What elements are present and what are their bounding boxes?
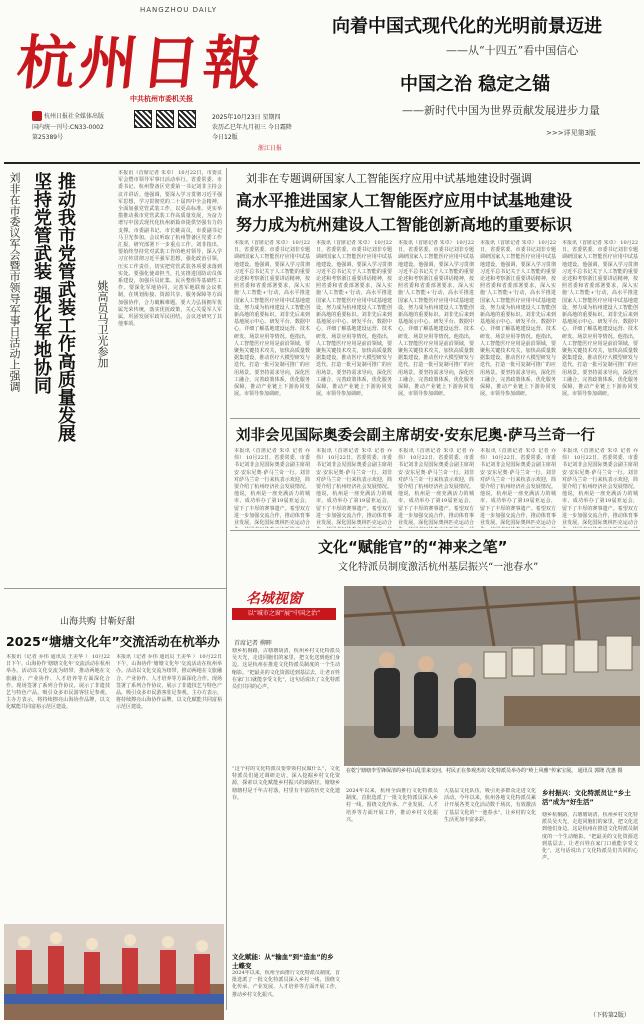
ioc-body-col-5: 本报讯（首席记者 朱卓 记者 乔伟） 10月22日，省委常委、市委书记刘非会见国际奥委会副主席胡安·安东尼奥·萨马兰奇一行。刘非对萨马兰奇一行来杭表示欢迎，简要介绍了杭州经济社会发展情况。他说，杭州是一座充满活力的城市，成功举办了第19届亚运会，留下了丰厚的赛事遗产。希望双方进一步加强交流合作，推动体育事业发展，深化国际奥林匹克运动合: [562, 448, 638, 527]
brand-mark: [32, 111, 42, 121]
culture-headline[interactable]: 文化“赋能官”的“神来之笔”: [318, 538, 508, 556]
banner-subhead-2: ——新时代中国为世界贡献发展进步力量: [402, 104, 600, 117]
feature-body-col-1: 本报讯（记者 乔伟 通讯员 王美华 ） 10月22日下午，山海协作‘塘塘文化年’交流活动在杭州举办。活动以文化交流为纽带，推动两地在文旅融合、产业协作、人才培养等方面深化合作。现场签署了系列合作协议，展示了非遗技艺与特色产品，吸引众多市民游客驻足参观。主办方表示，将持续擦亮山海协作品牌，以文化赋能共同富裕示范区建设。: [6, 654, 110, 711]
culture-photo-image: [344, 586, 640, 766]
left-story: [0, 168, 224, 586]
dance-photo-image: [4, 924, 224, 1020]
banner-headline-2[interactable]: 中国之治 稳定之锚: [400, 74, 551, 95]
culture-body-1: 塘乡杭桐路，古塘塘胡清，杭州乡村文化特派员吴天光，走进同胞们的家里，把文化送到他们身边。这是杭州在推进文化特派员制度的一个生动缩影。“把最美的文化资源送到基层去，让老百姓在家门口就能享受文化”，这句话说出了文化特派员们共同的心声。: [232, 648, 340, 691]
banner-box: [326, 4, 640, 146]
date-line: 2025年10月23日 星期四: [212, 114, 281, 121]
ai-body-col-4: 本报讯（首席记者 朱卓） 10月22日，省委常委、市委书记刘非专题调研国家人工智能医疗应用中试基地建设。他强调，要深入学习贯彻习近平总书记关于人工智能的重要论述和考察浙江重要讲话精神，按照省委和省委部署要求，深入实施‘人工智能+’行动，高水平推进国家人工智能医疗应用中试基地建设，努力成为杭州建设人工智能创新高地的重要标识。刘非先后来到基地展示中心、研发平台、数据中心，详细了解基地建设运营、技术研发、场景应用等情况。他指出，人工智能医疗应用是前沿领域，要聚焦关键技术攻关，加快高质量数据集建设，推动医疗大模型研发与迭代，打造一批可复制可推广的应用场景。要坚持需求导向，深化医工融合，完善政策体系，优化服务保障，推动产业链上下游协同发展。市领导参加调研。: [480, 240, 556, 398]
ioc-divider: [230, 530, 640, 531]
banner-subhead-1: ——从“十四五”看中国信心: [446, 44, 579, 57]
left-upper-divider: [4, 588, 226, 589]
ai-body-col-1: 本报讯（首席记者 朱卓） 10月22日，省委常委、市委书记刘非专题调研国家人工智能医疗应用中试基地建设。他强调，要深入学习贯彻习近平总书记关于人工智能的重要论述和考察浙江重要讲话精神，按照省委和省委部署要求，深入实施‘人工智能+’行动，高水平推进国家人工智能医疗应用中试基地建设，努力成为杭州建设人工智能创新高地的重要标识。刘非先后来到基地展示中心、研发平台、数据中心，详细了解基地建设运营、技术研发、场景应用等情况。他指出，人工智能医疗应用是前沿领域，要聚焦关键技术攻关，加快高质量数据集建设，推动医疗大模型研发与迭代，打造一批可复制可推广的应用场景。要坚持需求导向，深化医工融合，完善政策体系，优化服务保障，推动产业链上下游协同发展。市领导参加调研。: [234, 240, 310, 398]
ioc-body-col-4: 本报讯（首席记者 朱卓 记者 乔伟） 10月22日，省委常委、市委书记刘非会见国际奥委会副主席胡安·安东尼奥·萨马兰奇一行。刘非对萨马兰奇一行来杭表示欢迎，简要介绍了杭州经济社会发展情况。他说，杭州是一座充满活力的城市，成功举办了第19届亚运会，留下了丰厚的赛事遗产。希望双方进一步加强交流合作，推动体育事业发展，深化国际奥林匹克运动合: [480, 448, 556, 527]
ai-headline-1[interactable]: 高水平推进国家人工智能医疗应用中试基地建设: [236, 191, 573, 210]
culture-photo: [344, 586, 640, 766]
qr-code-2[interactable]: [156, 110, 174, 128]
masthead: [0, 0, 322, 165]
ioc-headline[interactable]: 刘非会见国际奥委会副主席胡安·安东尼奥·萨马兰奇一行: [236, 428, 596, 444]
banner-headline-1[interactable]: 向着中国式现代化的光明前景迈进: [332, 16, 602, 37]
qr-code-3[interactable]: [178, 110, 196, 128]
lunar-line: 农历乙巳年九月初三 今日霜降: [212, 124, 292, 131]
headline-vertical-1[interactable]: 推动我市党管武装工作高质量发展: [55, 172, 76, 442]
feature-story: [0, 588, 226, 878]
ioc-story: [230, 420, 640, 530]
culture-subhead-mid: 文化赋能：从“输血”到“造血”的乡土蝶变: [232, 953, 334, 970]
qr-code-1[interactable]: [134, 110, 152, 128]
english-name: HANGZHOU DAILY: [140, 6, 217, 14]
headline-vertical-2[interactable]: 坚持党管武装 强化军地协同: [31, 172, 52, 395]
culture-subhead-right: 乡村振兴：文化特派员让“乡土活”成为“好生活”: [542, 789, 631, 806]
culture-body-2: “这个村的文化特派员要带领村民做什么”，文化特派员们通过调研走访，深入挖掘乡村文化资源，探索以文化赋能乡村振兴的新路径。塘塘乡塘塘村是千年古村落，村里有丰富的历史文化遗存。: [232, 766, 340, 801]
column-logo: 名城视窗: [246, 591, 302, 607]
feature-body-col-2: 本报讯（记者 乔伟 通讯员 王美华 ） 10月22日下午，山海协作‘塘塘文化年’交流活动在杭州举办。活动以文化交流为纽带，推动两地在文旅融合、产业协作、人才培养等方面深化合作。现场签署了系列合作协议，展示了非遗技艺与特色产品，吸引众多市民游客驻足参观。主办方表示，将持续擦亮山海协作品牌，以文化赋能共同富裕示范区建设。: [116, 654, 222, 711]
culture-body-5: 塘乡杭桐路，古塘塘胡清，杭州乡村文化特派员吴天光，走进同胞们的家里，把文化送到他们身边。这是杭州在推进文化特派员制度的一个生动缩影。“把最美的文化资源送到基层去，让老百姓在家门口就能享受文化”，这句话说出了文化特派员们共同的心声。: [542, 812, 638, 862]
ai-kicker: 刘非在专题调研国家人工智能医疗应用中试基地建设时强调: [246, 172, 532, 185]
newspaper-logo: 杭州日報: [13, 29, 270, 97]
culture-body-3: 2024年以来，杭州全面推行文化特派员制度，首批选派了一批文化特派员深入乡村一线，围绕文化传承、产业发展、人才培养等方面开展工作，推动乡村文化振兴。: [346, 788, 438, 823]
ioc-body-col-1: 本报讯（首席记者 朱卓 记者 乔伟） 10月22日，省委常委、市委书记刘非会见国际奥委会副主席胡安·安东尼奥·萨马兰奇一行。刘非对萨马兰奇一行来杭表示欢迎，简要介绍了杭州经济社会发展情况。他说，杭州是一座充满活力的城市，成功举办了第19届亚运会，留下了丰厚的赛事遗产。希望双方进一步加强交流合作，推动体育事业发展，深化国际奥林匹克运动合: [234, 448, 310, 527]
ioc-body-col-2: 本报讯（首席记者 朱卓 记者 乔伟） 10月22日，省委常委、市委书记刘非会见国际奥委会副主席胡安·安东尼奥·萨马兰奇一行。刘非对萨马兰奇一行来杭表示欢迎，简要介绍了杭州经济社会发展情况。他说，杭州是一座充满活力的城市，成功举办了第19届亚运会，留下了丰厚的赛事遗产。希望双方进一步加强交流合作，推动体育事业发展，深化国际奥林匹克运动合: [316, 448, 392, 527]
page-footer[interactable]: （下转第2版）: [590, 1012, 630, 1019]
culture-subheadline: 文化特派员制度激活杭州基层振兴“一池春水”: [338, 562, 539, 573]
info-line-2: 国内统一刊号:CN33-0002: [32, 124, 104, 131]
ai-body-col-3: 本报讯（首席记者 朱卓） 10月22日，省委常委、市委书记刘非专题调研国家人工智能医疗应用中试基地建设。他强调，要深入学习贯彻习近平总书记关于人工智能的重要论述和考察浙江重要讲话精神，按照省委和省委部署要求，深入实施‘人工智能+’行动，高水平推进国家人工智能医疗应用中试基地建设，努力成为杭州建设人工智能创新高地的重要标识。刘非先后来到基地展示中心、研发平台、数据中心，详细了解基地建设运营、技术研发、场景应用等情况。他指出，人工智能医疗应用是前沿领域，要聚焦关键技术攻关，加快高质量数据集建设，推动医疗大模型研发与迭代，打造一批可复制可推广的应用场景。要坚持需求导向，深化医工融合，完善政策体系，优化服务保障，推动产业链上下游协同发展。市领导参加调研。: [398, 240, 474, 398]
photo-caption: 在乾宁塘塘李雪锋保清的乡村山乱里来交问，村民正在参观杰坊文化特派员举办的“岭上风雅”传家宝展。 通讯员 郭隆 沈惠 摄: [346, 768, 623, 774]
column-tag: 以“城市之窗”展“中国之治”: [232, 608, 336, 620]
dance-photo: [4, 924, 224, 1020]
info-line-1: 杭州日报社全媒体出版: [44, 113, 105, 120]
left-story-body: 本报讯（首席记者 朱卓） 10月22日，市委议军会暨市领导军事日活动举行。省委常委、市委书记、杭州警备区党委第一书记刘非主持会议并讲话。他强调，要深入学习贯彻习近平强军思想，学习贯彻党的二十届四中全会精神，全面加强党管武装工作，以更高标准、更实举措推动我市党管武装工作高质量发展，为奋力谱写中国式现代化杭州新篇章提供坚强有力的支撑。市委副书记、市长姚高员，市委副书记马卫光参加。会议听取了杭州警备区党委工作汇报，研究部署下一步重点工作。刘非指出，要始终坚持党对武装工作的绝对领导，深入学习宣传贯彻习近平强军思想，强化政治引领，压实工作责任，切实把党管武装各项要求落到实处。要强化使命担当，扎实推进国防动员体系建设，加强兵员征集、民兵整组等基础性工作。要深化军地协同，完善军地联席会议机制，在规划衔接、资源共享、服务保障等方面加强协作，合力破解难题。要大力弘扬拥军优属光荣传统，落实优抚政策，关心关爱军人军属，巩固发展军政军民团结。会议还研究了其他事项。: [118, 170, 222, 328]
brand-label: 浙江日报: [258, 145, 283, 152]
culture-body-2b: 2024年以来，杭州全面推行文化特派员制度，首批选派了一批文化特派员深入乡村一线，围绕文化传承、产业发展、人才培养等方面开展工作，推动乡村文化振兴。: [232, 970, 340, 998]
publisher-line: 中共杭州市委机关报: [130, 95, 193, 103]
pages-line: 今日12版: [212, 134, 238, 141]
ai-divider: [230, 418, 640, 419]
culture-body-4: 大基层文化队伍，吸引更多群众走进文化活动。今年以来，杭州各地文化特派员累计开展各类文化活动数千场次，有效激活了基层文化的“一池春水”，让乡村的文化生活更加丰富多彩。: [444, 788, 536, 823]
feature-kicker: 山海共购 甘靳好甜: [60, 617, 135, 627]
see-page-link[interactable]: >>>详见第3版: [546, 129, 597, 137]
info-line-3: 第25389号: [32, 134, 64, 141]
ai-story: [230, 168, 640, 418]
ai-headline-2[interactable]: 努力成为杭州建设人工智能创新高地的重要标识: [236, 215, 573, 234]
left-col-divider: [226, 168, 227, 1010]
ai-body-col-2: 本报讯（首席记者 朱卓） 10月22日，省委常委、市委书记刘非专题调研国家人工智能医疗应用中试基地建设。他强调，要深入学习贯彻习近平总书记关于人工智能的重要论述和考察浙江重要讲话精神，按照省委和省委部署要求，深入实施‘人工智能+’行动，高水平推进国家人工智能医疗应用中试基地建设，努力成为杭州建设人工智能创新高地的重要标识。刘非先后来到基地展示中心、研发平台、数据中心，详细了解基地建设运营、技术研发、场景应用等情况。他指出，人工智能医疗应用是前沿领域，要聚焦关键技术攻关，加快高质量数据集建设，推动医疗大模型研发与迭代，打造一批可复制可推广的应用场景。要坚持需求导向，深化医工融合，完善政策体系，优化服务保障，推动产业链上下游协同发展。市领导参加调研。: [316, 240, 392, 398]
column-logo-box: [230, 588, 340, 634]
byline-vertical: 姚高员马卫光参加: [96, 280, 109, 368]
culture-byline: 首席记者 柳晖: [234, 640, 272, 647]
ioc-body-col-3: 本报讯（首席记者 朱卓 记者 乔伟） 10月22日，省委常委、市委书记刘非会见国际奥委会副主席胡安·安东尼奥·萨马兰奇一行。刘非对萨马兰奇一行来杭表示欢迎，简要介绍了杭州经济社会发展情况。他说，杭州是一座充满活力的城市，成功举办了第19届亚运会，留下了丰厚的赛事遗产。希望双方进一步加强交流合作，推动体育事业发展，深化国际奥林匹克运动合: [398, 448, 474, 527]
ai-body-col-5: 本报讯（首席记者 朱卓） 10月22日，省委常委、市委书记刘非专题调研国家人工智能医疗应用中试基地建设。他强调，要深入学习贯彻习近平总书记关于人工智能的重要论述和考察浙江重要讲话精神，按照省委和省委部署要求，深入实施‘人工智能+’行动，高水平推进国家人工智能医疗应用中试基地建设，努力成为杭州建设人工智能创新高地的重要标识。刘非先后来到基地展示中心、研发平台、数据中心，详细了解基地建设运营、技术研发、场景应用等情况。他指出，人工智能医疗应用是前沿领域，要聚焦关键技术攻关，加快高质量数据集建设，推动医疗大模型研发与迭代，打造一批可复制可推广的应用场景。要坚持需求导向，深化医工融合，完善政策体系，优化服务保障，推动产业链上下游协同发展。市领导参加调研。: [562, 240, 638, 398]
kicker-vertical: 刘非在市委议军会暨市领导军事日活动上强调: [8, 172, 21, 392]
masthead-divider: [4, 162, 640, 164]
feature-headline[interactable]: 2025“塘塘文化年”交流活动在杭举办: [6, 634, 220, 649]
